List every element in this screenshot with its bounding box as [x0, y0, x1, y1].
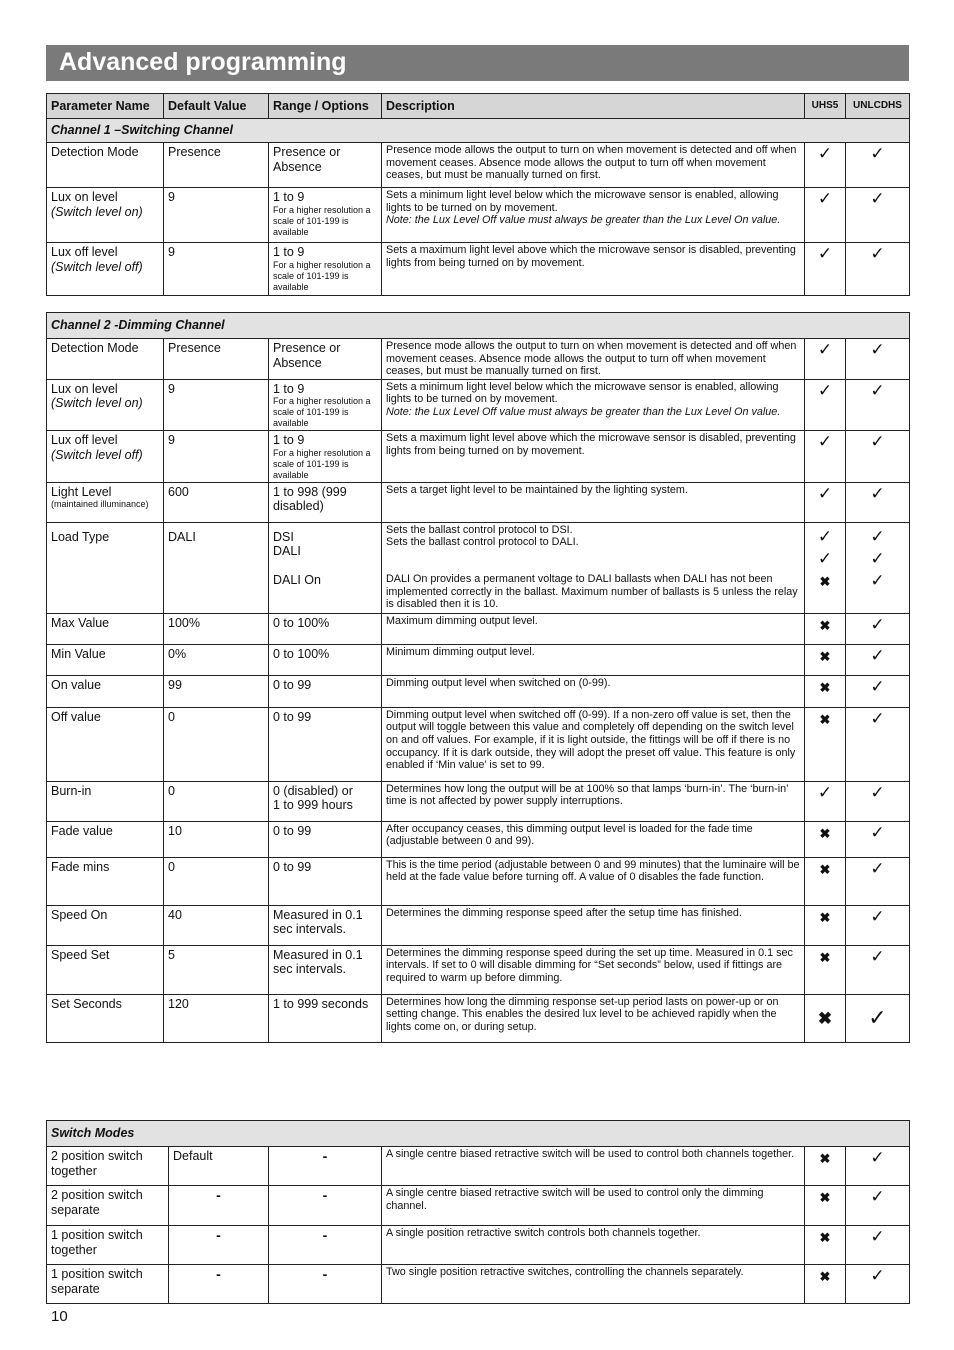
range-options: Measured in 0.1 sec intervals. — [269, 945, 382, 994]
default-value: 9 — [164, 188, 269, 243]
default-value: 0% — [164, 644, 269, 675]
unlcdhs-support — [846, 821, 910, 857]
unlcdhs-support — [846, 675, 910, 707]
check-icon: ✓ — [817, 548, 833, 568]
check-icon: ✓ — [870, 144, 885, 163]
description: A single centre biased retractive switch will be used to control both channels together. — [382, 1147, 805, 1186]
default-value: - — [169, 1265, 269, 1304]
check-icon: ✓ — [870, 432, 885, 452]
uhs5-support — [805, 781, 846, 821]
uhs5-support — [805, 644, 846, 675]
table-row — [47, 945, 910, 994]
cross-icon: ✖ — [817, 1008, 833, 1028]
table-row — [47, 994, 910, 1042]
cross-icon: ✖ — [819, 679, 831, 695]
default-value: 9 — [164, 243, 269, 296]
default-value: 100% — [164, 613, 269, 644]
uhs5-support — [805, 707, 846, 781]
description: A single centre biased retractive switch will be used to control only the dimming channel. — [382, 1186, 805, 1226]
range-options: - — [269, 1226, 382, 1265]
param-name: Speed On — [47, 905, 164, 945]
description: Sets a minimum light level below which the microwave sensor is enabled, allowing lights to be turned on by movement. Note: the Lux Level Off value must always be greater than the Lux Level On value. — [382, 188, 805, 243]
unlcdhs-support — [846, 482, 910, 522]
check-icon: ✓ — [870, 244, 885, 263]
uhs5-support — [805, 379, 846, 431]
uhs5-support — [805, 143, 846, 188]
param-name: Off value — [47, 707, 164, 781]
table-row — [47, 431, 910, 483]
table-row — [47, 1226, 910, 1265]
header-description: Description — [382, 94, 805, 119]
table-row — [47, 707, 910, 781]
check-icon: ✓ — [870, 858, 885, 878]
header-default-value: Default Value — [164, 94, 269, 119]
default-value: DALI — [164, 522, 269, 613]
range-options: - — [269, 1186, 382, 1226]
description: Two single position retractive switches, controlling the channels separately. — [382, 1265, 805, 1304]
check-icon: ✓ — [817, 526, 833, 546]
table-row — [47, 143, 910, 188]
cross-icon: ✖ — [819, 1151, 831, 1166]
default-value: 120 — [164, 994, 269, 1042]
table-row — [47, 243, 910, 296]
description: Sets a minimum light level below which the microwave sensor is enabled, allowing lights to be turned on by movement. Note: the Lux Level Off value must always be greater than the Lux Level On value. — [382, 379, 805, 431]
check-icon: ✓ — [870, 906, 885, 926]
check-icon: ✓ — [870, 483, 885, 503]
unlcdhs-support — [846, 857, 910, 905]
range-options: 0 to 99 — [269, 707, 382, 781]
range-options: Presence or Absence — [269, 143, 382, 188]
description: Presence mode allows the output to turn on when movement is detected and off when movement ceases. Absence mode allows the output to turn off when movement ceases, but must be manually turned on first. — [382, 339, 805, 380]
param-name: Set Seconds — [47, 994, 164, 1042]
header-unlcdhs: UNLCDHS — [846, 94, 910, 119]
range-options: 0 to 100% — [269, 613, 382, 644]
unlcdhs-support — [846, 431, 910, 483]
param-name: Max Value — [47, 613, 164, 644]
switch-modes-table — [46, 1120, 910, 1304]
default-value: 40 — [164, 905, 269, 945]
check-icon: ✓ — [817, 380, 833, 400]
param-name: Fade mins — [47, 857, 164, 905]
section-title-switch-modes: Switch Modes — [47, 1121, 910, 1147]
table-row — [47, 1147, 910, 1186]
check-icon: ✓ — [870, 1227, 885, 1246]
unlcdhs-support — [846, 781, 910, 821]
default-value: Default — [169, 1147, 269, 1186]
unlcdhs-support — [846, 1265, 910, 1304]
uhs5-support — [805, 482, 846, 522]
check-icon: ✓ — [870, 548, 885, 568]
unlcdhs-support — [846, 994, 910, 1042]
param-name: Detection Mode — [47, 143, 164, 188]
table-row — [47, 675, 910, 707]
check-icon: ✓ — [870, 380, 885, 400]
description: This is the time period (adjustable between 0 and 99 minutes) that the luminaire will be held at the fade value before turning off. A value of 0 disables the fade function. — [382, 857, 805, 905]
cross-icon: ✖ — [819, 1269, 831, 1284]
check-icon: ✓ — [870, 570, 885, 590]
check-icon: ✓ — [870, 614, 885, 634]
check-icon: ✓ — [870, 1148, 885, 1167]
range-options: Presence or Absence — [269, 339, 382, 380]
range-options: 0 to 99 — [269, 675, 382, 707]
description: Determines how long the output will be at 100% so that lamps ‘burn-in’. The ‘burn-in’ time is not affected by power supply interruptions. — [382, 781, 805, 821]
range-options: 0 to 100% — [269, 644, 382, 675]
unlcdhs-support — [846, 905, 910, 945]
section-title-channel-1: Channel 1 –Switching Channel — [47, 119, 910, 143]
uhs5-support — [805, 675, 846, 707]
range-options: 0 to 99 — [269, 857, 382, 905]
table-row — [47, 644, 910, 675]
check-icon: ✓ — [870, 340, 885, 359]
cross-icon: ✖ — [819, 825, 831, 841]
param-name: 1 position switch together — [47, 1226, 169, 1265]
uhs5-support — [805, 905, 846, 945]
table-row — [47, 339, 910, 380]
check-icon: ✓ — [817, 189, 833, 208]
default-value: 5 — [164, 945, 269, 994]
check-icon: ✓ — [870, 189, 885, 208]
header-uhs5: UHS5 — [805, 94, 846, 119]
description: After occupancy ceases, this dimming output level is loaded for the fade time (adjustable between 0 and 99). — [382, 821, 805, 857]
table-row — [47, 613, 910, 644]
check-icon: ✓ — [870, 645, 885, 665]
check-icon: ✓ — [870, 1266, 885, 1285]
param-name: Lux on level (Switch level on) — [47, 379, 164, 431]
uhs5-support — [805, 857, 846, 905]
page-title: Advanced programming — [59, 48, 347, 76]
param-name: 2 position switch together — [47, 1147, 169, 1186]
cross-icon: ✖ — [819, 909, 831, 925]
description: Determines the dimming response speed during the set up time. Measured in 0.1 sec intervals. If set to 0 will disable dimming for “Set seconds” below, used if fittings are required to warm up before dimming. — [382, 945, 805, 994]
unlcdhs-support — [846, 613, 910, 644]
default-value: 99 — [164, 675, 269, 707]
uhs5-support — [805, 1186, 846, 1226]
description: A single position retractive switch controls both channels together. — [382, 1226, 805, 1265]
check-icon: ✓ — [870, 946, 885, 966]
param-name: 2 position switch separate — [47, 1186, 169, 1226]
range-options: - — [269, 1265, 382, 1304]
unlcdhs-support — [846, 1226, 910, 1265]
description: Dimming output level when switched off (0-99). If a non-zero off value is set, then the output will toggle between this value and completely off depending on the switch level on and off values. For example, if it is light outside, the fittings will be off if there is no occupancy. If it is dark outside, they will adopt the preset off value. This feature is only enabled if ‘Min value’ is set to 99. — [382, 707, 805, 781]
check-icon: ✓ — [870, 822, 885, 842]
cross-icon: ✖ — [819, 711, 831, 727]
range-options: Measured in 0.1 sec intervals. — [269, 905, 382, 945]
uhs5-support — [805, 613, 846, 644]
check-icon: ✓ — [817, 782, 833, 802]
check-icon: ✓ — [817, 340, 833, 359]
default-value: 0 — [164, 781, 269, 821]
check-icon: ✓ — [870, 782, 885, 802]
check-icon: ✓ — [870, 526, 885, 546]
table-row — [47, 482, 910, 522]
uhs5-support — [805, 1147, 846, 1186]
default-value: 0 — [164, 857, 269, 905]
section-title-channel-2: Channel 2 -Dimming Channel — [47, 313, 910, 339]
page-number: 10 — [51, 1308, 68, 1325]
cross-icon: ✖ — [819, 573, 831, 589]
page-title-banner — [46, 45, 909, 81]
uhs5-support — [805, 522, 846, 613]
param-name: Lux off level (Switch level off) — [47, 431, 164, 483]
unlcdhs-support — [846, 1147, 910, 1186]
unlcdhs-support — [846, 339, 910, 380]
description: Maximum dimming output level. — [382, 613, 805, 644]
range-options: 1 to 9 For a higher resolution a scale of 101-199 is available — [269, 431, 382, 483]
unlcdhs-support — [846, 522, 910, 613]
unlcdhs-support — [846, 945, 910, 994]
param-name: Burn-in — [47, 781, 164, 821]
param-name: Fade value — [47, 821, 164, 857]
param-name: Load Type — [47, 522, 164, 613]
default-value: 9 — [164, 431, 269, 483]
table-row — [47, 188, 910, 243]
uhs5-support — [805, 431, 846, 483]
param-name: Min Value — [47, 644, 164, 675]
default-value: - — [169, 1186, 269, 1226]
cross-icon: ✖ — [819, 861, 831, 877]
cross-icon: ✖ — [819, 1230, 831, 1245]
check-icon: ✓ — [868, 1004, 887, 1030]
unlcdhs-support — [846, 188, 910, 243]
check-icon: ✓ — [817, 483, 833, 503]
description: Sets a maximum light level above which the microwave sensor is disabled, preventing lights from being turned on by movement. — [382, 431, 805, 483]
check-icon: ✓ — [817, 432, 833, 452]
param-name: Speed Set — [47, 945, 164, 994]
unlcdhs-support — [846, 707, 910, 781]
default-value: 600 — [164, 482, 269, 522]
description: Dimming output level when switched on (0-99). — [382, 675, 805, 707]
param-name: Light Level (maintained illuminance) — [47, 482, 164, 522]
description: Sets a maximum light level above which the microwave sensor is disabled, preventing lights from being turned on by movement. — [382, 243, 805, 296]
header-range-options: Range / Options — [269, 94, 382, 119]
param-name: 1 position switch separate — [47, 1265, 169, 1304]
check-icon: ✓ — [870, 1187, 885, 1206]
param-name: Detection Mode — [47, 339, 164, 380]
range-options: 0 (disabled) or 1 to 999 hours — [269, 781, 382, 821]
table-row — [47, 1265, 910, 1304]
uhs5-support — [805, 1226, 846, 1265]
cross-icon: ✖ — [819, 617, 831, 633]
unlcdhs-support — [846, 143, 910, 188]
uhs5-support — [805, 994, 846, 1042]
channel-2-table — [46, 312, 910, 1043]
uhs5-support — [805, 188, 846, 243]
description: Determines the dimming response speed after the setup time has finished. — [382, 905, 805, 945]
range-options: DSI DALI DALI On — [269, 522, 382, 613]
param-name: Lux off level (Switch level off) — [47, 243, 164, 296]
uhs5-support — [805, 821, 846, 857]
range-options: 1 to 9 For a higher resolution a scale of 101-199 is available — [269, 243, 382, 296]
check-icon: ✓ — [817, 144, 833, 163]
channel-1-table — [46, 93, 910, 296]
uhs5-support — [805, 243, 846, 296]
cross-icon: ✖ — [819, 1190, 831, 1205]
unlcdhs-support — [846, 379, 910, 431]
range-options: 1 to 9 For a higher resolution a scale of 101-199 is available — [269, 188, 382, 243]
table-row — [47, 857, 910, 905]
check-icon: ✓ — [870, 708, 885, 728]
cross-icon: ✖ — [819, 949, 831, 965]
range-options: - — [269, 1147, 382, 1186]
table-row — [47, 1186, 910, 1226]
table-row — [47, 905, 910, 945]
unlcdhs-support — [846, 243, 910, 296]
description: Sets a target light level to be maintained by the lighting system. — [382, 482, 805, 522]
table-row — [47, 379, 910, 431]
default-value: 0 — [164, 707, 269, 781]
check-icon: ✓ — [870, 676, 885, 696]
default-value: - — [169, 1226, 269, 1265]
param-name: Lux on level (Switch level on) — [47, 188, 164, 243]
cross-icon: ✖ — [819, 648, 831, 664]
description: Minimum dimming output level. — [382, 644, 805, 675]
range-options: 1 to 9 For a higher resolution a scale of 101-199 is available — [269, 379, 382, 431]
table-row — [47, 821, 910, 857]
table-row — [47, 522, 910, 613]
uhs5-support — [805, 339, 846, 380]
description: Determines how long the dimming response set-up period lasts on power-up or on setting change. This enables the desired lux level to be achieved rapidly when the lights come on, or during setup. — [382, 994, 805, 1042]
uhs5-support — [805, 1265, 846, 1304]
table-row — [47, 781, 910, 821]
default-value: 10 — [164, 821, 269, 857]
description: Sets the ballast control protocol to DSI. Sets the ballast control protocol to DALI. DALI On provides a permanent voltage to DALI ballasts when DALI has not been implemented correctly in the ballast. Maximum number of ballasts is 5 unless the relay is disabled then it is 10. — [382, 522, 805, 613]
uhs5-support — [805, 945, 846, 994]
header-parameter-name: Parameter Name — [47, 94, 164, 119]
unlcdhs-support — [846, 1186, 910, 1226]
unlcdhs-support — [846, 644, 910, 675]
default-value: Presence — [164, 143, 269, 188]
default-value: 9 — [164, 379, 269, 431]
check-icon: ✓ — [817, 244, 833, 263]
range-options: 1 to 999 seconds — [269, 994, 382, 1042]
param-name: On value — [47, 675, 164, 707]
range-options: 0 to 99 — [269, 821, 382, 857]
default-value: Presence — [164, 339, 269, 380]
range-options: 1 to 998 (999 disabled) — [269, 482, 382, 522]
description: Presence mode allows the output to turn on when movement is detected and off when movement ceases. Absence mode allows the output to turn off when movement ceases, but must be manually turned on first. — [382, 143, 805, 188]
